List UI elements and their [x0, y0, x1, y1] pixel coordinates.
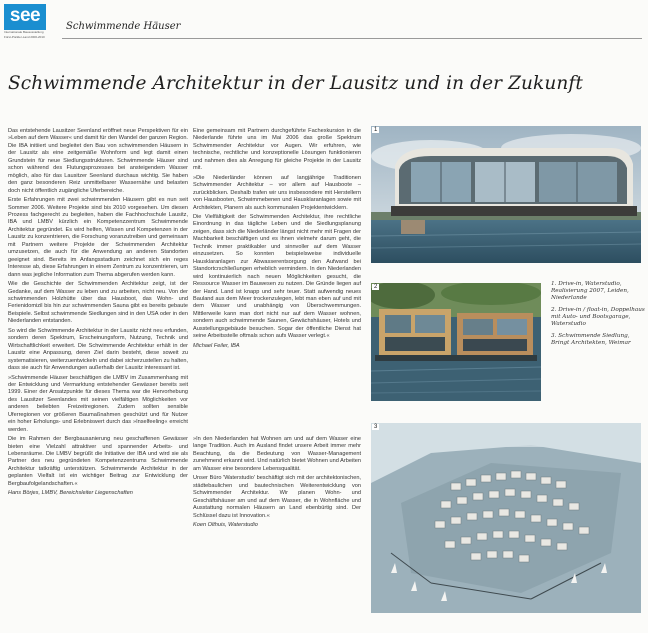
signature: Koen Olthuis, Waterstudio — [193, 521, 258, 528]
signature: Michael Feiler, IBA — [193, 342, 240, 349]
paragraph: Das entstehende Lausitzer Seenland eröffnet neue Perspektiven für ein »Leben auf dem Wasser« und damit für den Wandel der ganzen Region. Die IBA initiiert und begleitet den Bau von schwimmenden Häusern in der Lausitz als eine zeitgemäße Wohnform und legt damit einen Grundstein für neue Siedlungsstrukturen. Schwimmende Häuser sind schon während des Flutungsprozesses bei ansteigendem Wasser möglich, also für das Lausitzer Seenland durchaus wichtig. Sie haben den ganz besonderen Reiz unmittelbarer Wassernähe und belasten doch nicht öffentlich zugängliche Uferbereiche. — [8, 128, 188, 194]
logo-text: see — [4, 4, 46, 30]
iba-see-logo — [4, 4, 46, 38]
figure-captions — [551, 281, 645, 352]
quote-paragraph: Die Vielfältigkeit der Schwimmenden Architektur, ihre rechtliche Einordnung in das tägliche Leben und die Siedlungsplanung zeigen, dass sich die Niederländer längst nicht mehr mit Fragen der Machbarkeit beschäftigen und es ihnen vielmehr darum geht, die Technik immer praktikabler und sinnvoller auf dem Wasser einzusetzen. So konnten beispielsweise individuelle Hausklaranlagen zur Abwasserentsorgung den Aufwand bei Standortcrschließungen erheblich vermindern. In den Niederlanden wird kontinuierlich nach neuen Möglichkeiten gesucht, die Ressource Wasser im Bauwesen zu nutzen. Die Gründe liegen auf der Hand. Land ist knapp und sehr teuer. Statt aufwendig neues Bauland aus dem Meer trockenzulegen, lebt man eben auf und mit dem Wasser und unabhängig von Überschwemmungen. Mittlerweile kann man dort nicht nur auf dem Wasser wohnen, sondern auch schwimmende Saunen, Gewächshäuser, Hotels und Ausstellungsgebäude besuchen. Sogar der öffentliche Dienst hat seine Arbeitsstelle oftmals schon aufs Wasser verlegt.« — [193, 213, 361, 340]
quote-paragraph: Unser Büro 'Waterstudio' beschäftigt sich mit der architektonischen, städtebaulichen und bautechnischen Weiterentwicklung von Schwimmender Architektur. Wir planen Wohn- und Geschäftshäuser am und auf dem Wasser, die in Wohnfläche und Ausstattung normalen Häusern an Land ebenbürtig sind. Der Schlüssel dazu ist Innovation.« — [193, 475, 361, 519]
logo-subtitle-2: Fürst-Pückler-Land 2000-2010 — [4, 34, 45, 39]
quote-paragraph: »In den Niederlanden hat Wohnen am und auf dem Wasser eine lange Tradition. Auch im Ausland findet unsere Arbeit immer mehr Beachtung, da die Bedeutung von Wasser-Management zunehmend erkannt wird. Und natürlich bietet Wohnen und Arbeiten am Wasser eine besondere Lebensqualität. — [193, 436, 361, 472]
quote-paragraph: Die im Rahmen der Bergbausanierung neu geschaffenen Gewässer bieten eine Vielzahl attraktiver und spannender Arbeits- und Lebensräume. Die LMBV begrüßt die Initiative der IBA und wird sie als Partner des neu gegründeten Kompetenzzentrums Schwimmende Architektur tatkräftig unterstützen. Schwimmende Architektur in der geplanten Vielfalt ist ein wichtiger Beitrag zur Entwicklung der Bergbaufolgelandschaften.« — [8, 436, 188, 487]
header-divider — [62, 38, 642, 39]
text-column-2 — [193, 128, 361, 350]
quote-paragraph: »Die Niederländer können auf langjährige Traditionen Schwimmender Architektur – vor allem auf Hausboote – zurückblicken. Deshalb trafen wir uns insbesondere mit Herstellern von Hausbooten, Schwimmebenen und Hausklaranlagen sowie mit Architekten, Planern als auch kommunalen Projektentwicklern. — [193, 174, 361, 211]
caption: 3. Schwimmende Siedlung, Bringt Architekten, Weimar — [551, 333, 631, 346]
text-column-1 — [8, 128, 188, 498]
paragraph: Wie die Geschichte der Schwimmenden Architektur zeigt, ist der Gedanke, auf dem Wasser zu leben und zu arbeiten, nicht neu. Von der schwimmenden Holzhütte über das Hausboot, das Wohn- und Ferienidomizil bis hin zur schwimmenden Sauna gibt es bereits gebaute Beispiele. Selbst schwimmende Siedlungen sind in den USA oder in den Niederlanden entstanden. — [8, 281, 188, 325]
logo-subtitle-1: Internationale Bauausstellung — [4, 30, 44, 34]
caption: 1. Drive-in, Waterstudio, Realisierung 2007, Leiden, Niederlande — [551, 281, 629, 301]
paragraph: So wird die Schwimmende Architektur in der Lausitz nicht neu erfunden, sondern deren Spektrum, Erscheinungsform, Nutzung, Technik und Wirtschaftlichkeit erweitert. Die Schwimmende Architektur erhält in der Lausitz eine Anpassung, deren Ziel darin besteht, diese soweit zu systematisieren, weiterzuentwickeln und dabei sicherzustellen zu halten, dass sie auch für Anwendungen außerhalb der Lausitz interessant ist. — [8, 327, 188, 372]
photo-floating-house — [371, 126, 641, 263]
photo-double-house — [371, 283, 541, 401]
figure-number: 3 — [374, 424, 378, 430]
article-title: Schwimmende Architektur in der Lausitz und in der Zukunft — [8, 73, 583, 94]
figure-number: 1 — [374, 127, 378, 133]
paragraph: Eine gemeinsam mit Partnern durchgeführte Fachexkursion in die Niederlande führte uns im Mai 2006 das große Spektrum Schwimmender Architektur vor Augen. Wir erfuhren, wie technische, rechtliche und konzeptionelle Lösungen funktionieren und nahmen dies als Anregung für gleiche Projekte in der Lausitz mit. — [193, 128, 361, 172]
page-header — [0, 0, 648, 46]
photo-floating-settlement — [371, 423, 641, 613]
caption: 2. Drive-in / float-in, Doppelhaus mit Auto- und Bootsgarage, Waterstudio — [551, 307, 645, 327]
signature: Hans Börjes, LMBV, Bereichsleiter Liegenschaften — [8, 490, 133, 497]
section-title: Schwimmende Häuser — [66, 21, 181, 32]
quote-paragraph: »Schwimmende Häuser beschäftigen die LMBV im Zusammenhang mit der Entwicklung und Vermarktung entstehender Gewässer bereits seit 1999. Einer der Ansatzpunkte für dieses Thema war die Hervorhebung des Lausitzer Seenlandes mit seinen vielfältigen Möglichkeiten vor anderen beliebten Freizeitregionen. Zudem sollten sensible Uferregionen vor größeren Baumaßnahmen geschützt und für Nutzer ein hoher Erholungs- und Erlebniswert durch das »Inselfeeling« erreicht werden. — [8, 374, 188, 433]
figure-number: 2 — [374, 284, 378, 290]
text-column-2-quote — [193, 436, 361, 529]
paragraph: Erste Erfahrungen mit zwei schwimmenden Häusern gibt es nun seit Sommer 2006. Weitere Projekte sind bis 2010 vorgesehen. Um diesen Prozess fachgerecht zu begleiten, haben die Fachhochschule Lausitz, IBA und LMBV kürzlich ein Kompetenzzentrum Schwimmende Architektur gegründet. Es wird helfen, Wissen und Kompetenzen in der Lausitz zu konzentrieren, die Forschung voranzutreiben und gemeinsam mit Partnern weitere Projekte der Schwimmenden Architektur umzusetzen, die auch für die Anwendung an anderen Standorten geeignet sind. Bereits im Anfangsstadium zeichnet sich ein reges Interesse ab, diese Erfahrungen in einem Zentrum zu konzentrieren, um dann was jegliche Information zum Thema abgerufen werden kann. — [8, 197, 188, 278]
